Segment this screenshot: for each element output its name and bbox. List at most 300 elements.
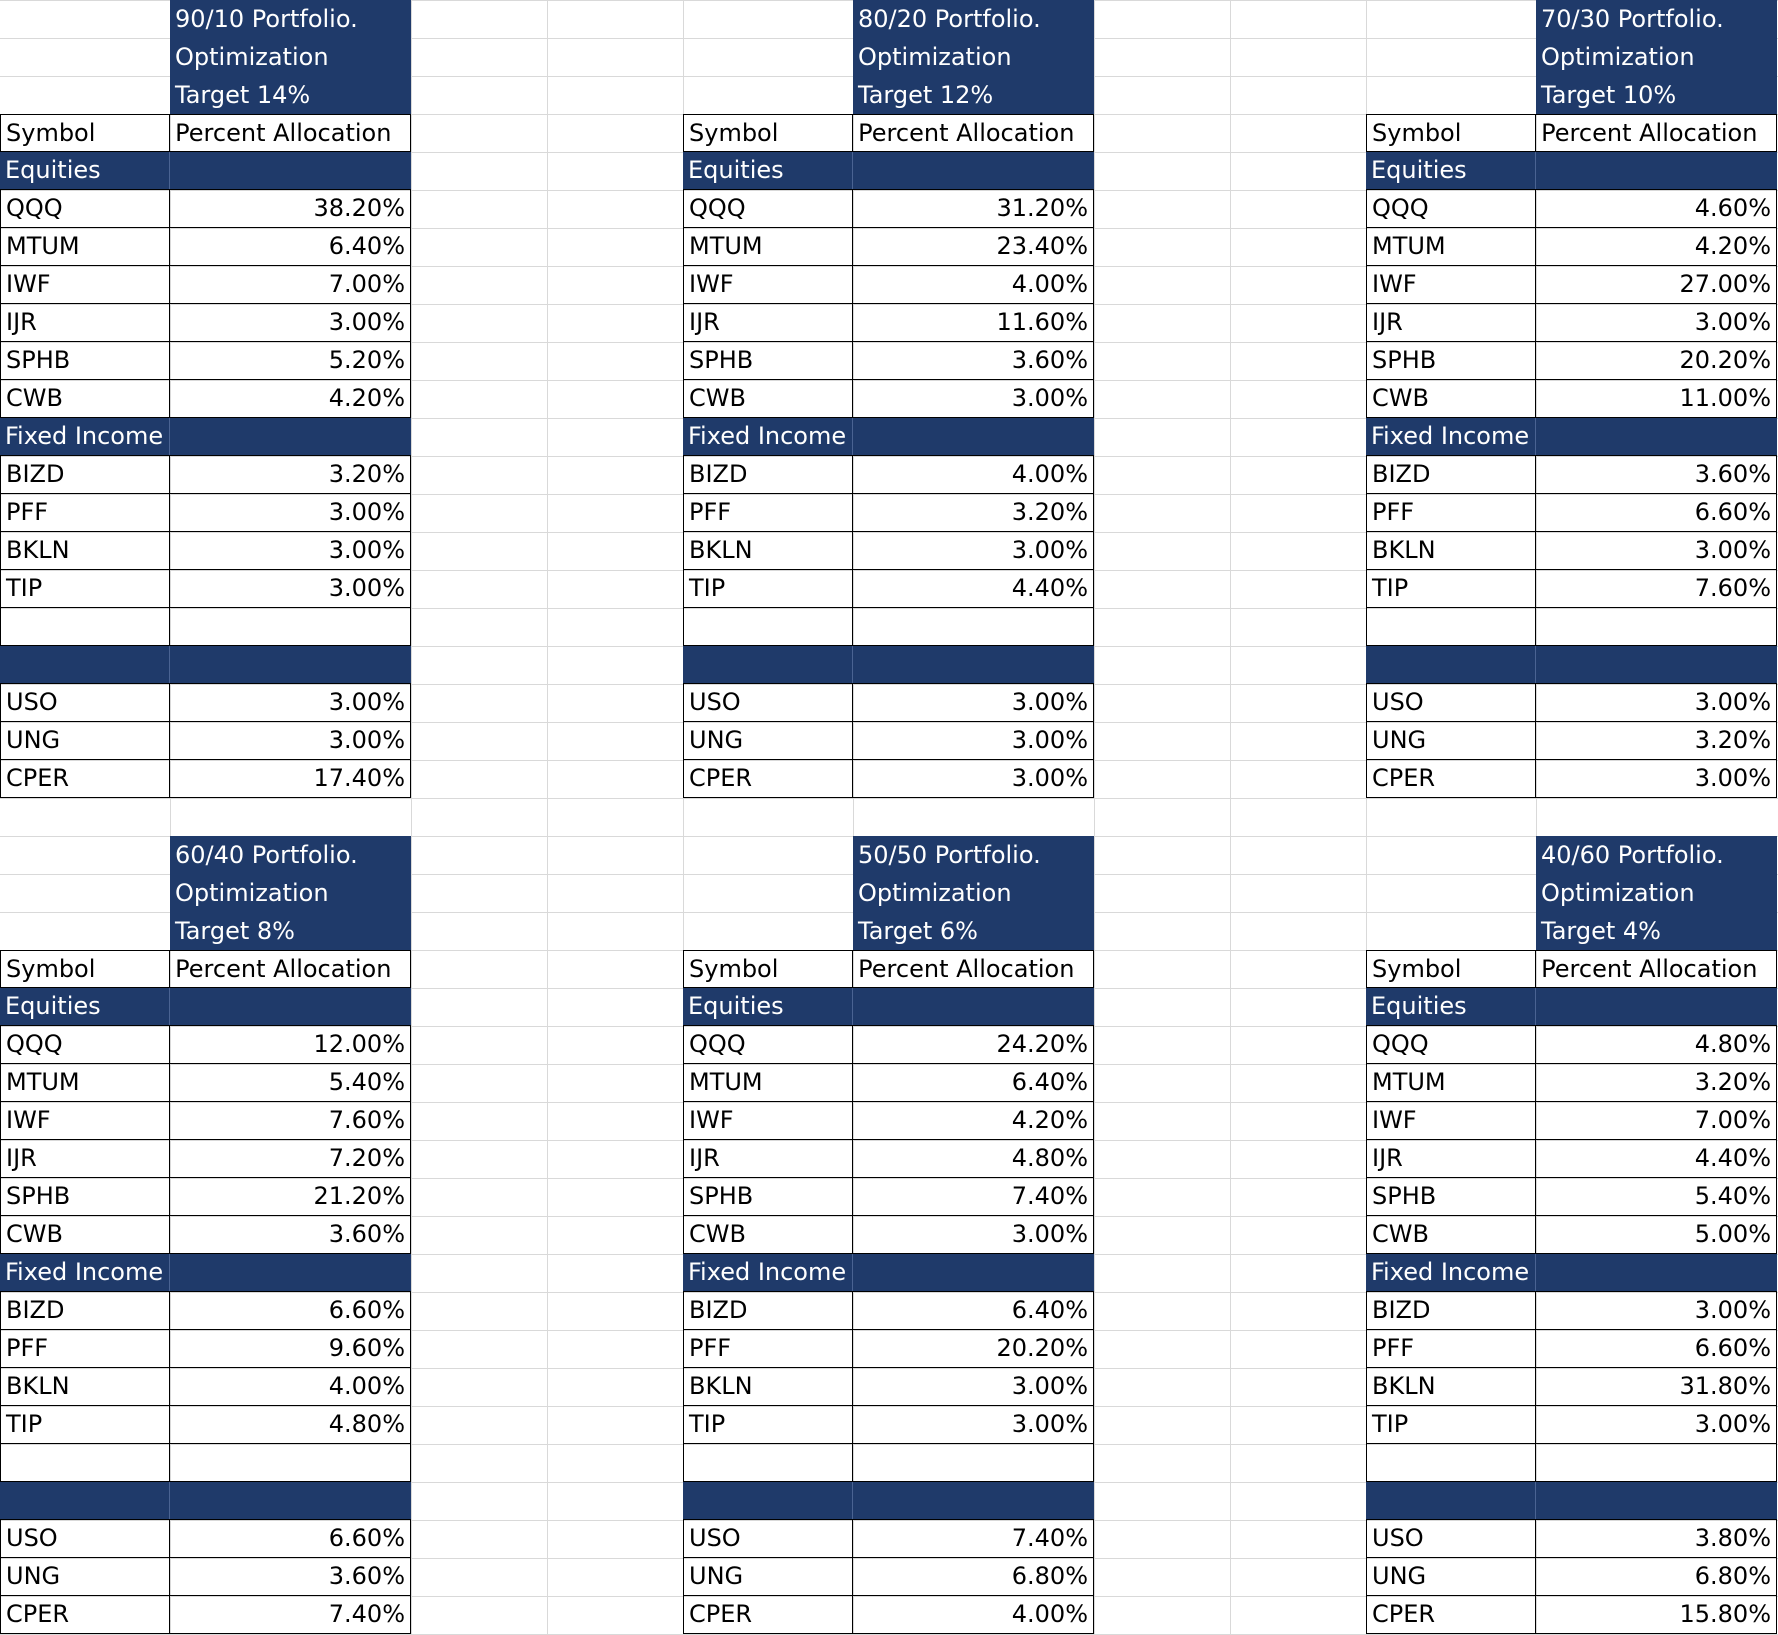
table-row — [0, 722, 411, 760]
allocation-cell[interactable]: 7.40% — [328, 1600, 405, 1628]
symbol-cell[interactable] — [683, 1482, 853, 1519]
section-header-fixed-income — [0, 418, 411, 456]
allocation-cell[interactable]: 20.20% — [996, 1334, 1088, 1362]
allocation-cell[interactable] — [853, 1444, 1093, 1481]
allocation-cell[interactable]: 20.20% — [1679, 346, 1771, 374]
symbol-cell[interactable]: TIP — [684, 1406, 853, 1443]
column-header-row — [0, 950, 411, 988]
symbol-cell[interactable]: Symbol — [684, 115, 853, 151]
symbol-cell[interactable]: BKLN — [1, 532, 170, 569]
allocation-cell[interactable]: 31.20% — [996, 194, 1088, 222]
symbol-cell[interactable] — [1366, 1482, 1536, 1519]
symbol-cell[interactable]: UNG — [684, 722, 853, 759]
symbol-cell[interactable]: BKLN — [684, 1368, 853, 1405]
allocation-cell[interactable]: 23.40% — [996, 232, 1088, 260]
empty-row — [1366, 1444, 1777, 1482]
table-row — [1366, 1178, 1777, 1216]
symbol-cell[interactable]: USO — [684, 1520, 853, 1557]
symbol-cell[interactable]: Equities — [683, 988, 853, 1025]
table-row — [0, 494, 411, 532]
symbol-cell[interactable]: MTUM — [1367, 228, 1536, 265]
portfolio-title-line: Optimization — [1541, 43, 1695, 71]
symbol-cell[interactable] — [0, 1482, 170, 1519]
symbol-cell[interactable]: IJR — [1, 304, 170, 341]
portfolio-title-line: 70/30 Portfolio. — [1541, 5, 1724, 33]
allocation-cell[interactable]: 3.00% — [1011, 384, 1088, 412]
allocation-cell[interactable]: 12.00% — [313, 1030, 405, 1058]
allocation-cell[interactable]: 3.00% — [1694, 1410, 1771, 1438]
symbol-cell[interactable]: MTUM — [1, 1064, 170, 1101]
allocation-cell[interactable] — [170, 608, 410, 645]
symbol-cell[interactable]: BKLN — [684, 532, 853, 569]
symbol-cell[interactable]: SPHB — [1, 342, 170, 379]
allocation-cell[interactable]: 24.20% — [996, 1030, 1088, 1058]
table-row — [1366, 304, 1777, 342]
allocation-cell[interactable] — [853, 1482, 1094, 1519]
allocation-cell[interactable]: 4.00% — [1011, 270, 1088, 298]
section-header-fixed-income — [1366, 418, 1777, 456]
allocation-cell[interactable] — [170, 418, 411, 455]
allocation-cell[interactable]: 4.80% — [1011, 1144, 1088, 1172]
allocation-cell[interactable]: Percent Allocation — [175, 119, 392, 147]
symbol-cell[interactable]: QQQ — [1, 190, 170, 227]
symbol-cell[interactable]: CWB — [1367, 380, 1536, 417]
symbol-cell[interactable]: PFF — [684, 494, 853, 531]
allocation-cell[interactable]: 3.00% — [328, 574, 405, 602]
allocation-cell[interactable]: 3.20% — [1694, 726, 1771, 754]
allocation-cell[interactable]: 3.00% — [1011, 688, 1088, 716]
allocation-cell[interactable] — [853, 1254, 1094, 1291]
symbol-cell[interactable]: PFF — [1367, 494, 1536, 531]
symbol-cell[interactable]: Equities — [1366, 152, 1536, 189]
portfolio-title-line: Optimization — [858, 43, 1012, 71]
symbol-cell[interactable]: TIP — [1, 1406, 170, 1443]
allocation-cell[interactable] — [853, 988, 1094, 1025]
symbol-cell[interactable]: Equities — [683, 152, 853, 189]
table-row — [0, 380, 411, 418]
symbol-cell[interactable]: BIZD — [1367, 456, 1536, 493]
table-row — [1366, 1064, 1777, 1102]
symbol-cell[interactable]: Equities — [0, 152, 170, 189]
portfolio-table — [1366, 0, 1777, 792]
symbol-cell[interactable]: IWF — [1367, 1102, 1536, 1139]
gridline-vertical — [547, 0, 548, 1635]
symbol-cell[interactable]: BIZD — [1367, 1292, 1536, 1329]
symbol-cell[interactable]: Symbol — [1367, 951, 1536, 987]
allocation-cell[interactable]: 11.60% — [996, 308, 1088, 336]
allocation-cell[interactable]: 4.00% — [328, 1372, 405, 1400]
symbol-cell[interactable]: SPHB — [1367, 1178, 1536, 1215]
allocation-cell[interactable]: 4.60% — [1694, 194, 1771, 222]
allocation-cell[interactable] — [1536, 608, 1776, 645]
allocation-cell[interactable]: 38.20% — [313, 194, 405, 222]
section-header-equities — [1366, 988, 1777, 1026]
symbol-cell[interactable]: USO — [1, 1520, 170, 1557]
table-row — [1366, 1140, 1777, 1178]
symbol-cell[interactable]: PFF — [1, 1330, 170, 1367]
allocation-cell[interactable] — [170, 1444, 410, 1481]
allocation-cell[interactable]: 6.60% — [1694, 1334, 1771, 1362]
allocation-cell[interactable]: 6.60% — [328, 1296, 405, 1324]
allocation-cell[interactable]: 3.00% — [328, 536, 405, 564]
allocation-cell[interactable]: 5.00% — [1694, 1220, 1771, 1248]
table-row — [1366, 1102, 1777, 1140]
symbol-cell[interactable]: SPHB — [684, 342, 853, 379]
table-row — [0, 570, 411, 608]
symbol-cell[interactable] — [1366, 646, 1536, 683]
table-row — [1366, 1520, 1777, 1558]
allocation-cell[interactable]: 3.80% — [1694, 1524, 1771, 1552]
symbol-cell[interactable]: CPER — [1367, 1596, 1536, 1633]
allocation-cell[interactable]: 21.20% — [313, 1182, 405, 1210]
allocation-cell[interactable] — [853, 646, 1094, 683]
symbol-cell[interactable]: SPHB — [1, 1178, 170, 1215]
table-row — [683, 1102, 1094, 1140]
allocation-cell[interactable]: 5.20% — [328, 346, 405, 374]
symbol-cell[interactable]: PFF — [684, 1330, 853, 1367]
table-row — [1366, 722, 1777, 760]
table-row — [683, 1026, 1094, 1064]
allocation-cell[interactable]: 7.60% — [1694, 574, 1771, 602]
symbol-cell[interactable]: IWF — [1, 1102, 170, 1139]
table-row — [683, 380, 1094, 418]
table-row — [1366, 266, 1777, 304]
symbol-cell[interactable]: CWB — [684, 380, 853, 417]
table-row — [1366, 494, 1777, 532]
symbol-cell[interactable]: CWB — [684, 1216, 853, 1253]
allocation-cell[interactable]: 6.60% — [328, 1524, 405, 1552]
portfolio-title-line: 90/10 Portfolio. — [175, 5, 358, 33]
allocation-cell[interactable]: 4.80% — [1694, 1030, 1771, 1058]
allocation-cell[interactable] — [853, 608, 1093, 645]
portfolio-title — [853, 0, 1094, 114]
allocation-cell[interactable] — [170, 988, 411, 1025]
table-row — [1366, 228, 1777, 266]
portfolio-title — [170, 0, 411, 114]
symbol-cell[interactable]: Symbol — [1, 951, 170, 987]
symbol-cell[interactable] — [1367, 1444, 1536, 1481]
allocation-cell[interactable]: Percent Allocation — [1541, 119, 1758, 147]
portfolio-title-line: Target 4% — [1541, 917, 1661, 945]
symbol-cell[interactable]: CPER — [684, 1596, 853, 1633]
allocation-cell[interactable] — [170, 152, 411, 189]
symbol-cell[interactable]: BKLN — [1367, 1368, 1536, 1405]
symbol-cell[interactable]: USO — [684, 684, 853, 721]
symbol-cell[interactable]: QQQ — [1367, 190, 1536, 227]
table-row — [0, 1064, 411, 1102]
symbol-cell[interactable]: Equities — [0, 988, 170, 1025]
symbol-cell[interactable]: Fixed Income — [1366, 418, 1536, 455]
allocation-cell[interactable]: 7.40% — [1011, 1524, 1088, 1552]
allocation-cell[interactable]: 3.00% — [1011, 536, 1088, 564]
symbol-cell[interactable]: QQQ — [684, 190, 853, 227]
symbol-cell[interactable]: BIZD — [684, 1292, 853, 1329]
symbol-cell[interactable]: Fixed Income — [683, 1254, 853, 1291]
table-row — [683, 570, 1094, 608]
symbol-cell[interactable]: BKLN — [1367, 532, 1536, 569]
allocation-cell[interactable]: 3.20% — [1694, 1068, 1771, 1096]
table-row — [1366, 1558, 1777, 1596]
allocation-cell[interactable]: 3.20% — [1011, 498, 1088, 526]
allocation-cell[interactable]: 3.00% — [1694, 536, 1771, 564]
portfolio-title-line: 60/40 Portfolio. — [175, 841, 358, 869]
allocation-cell[interactable]: 3.60% — [1011, 346, 1088, 374]
portfolio-title-line: 80/20 Portfolio. — [858, 5, 1041, 33]
allocation-cell[interactable]: 3.00% — [1694, 308, 1771, 336]
table-row — [683, 760, 1094, 798]
symbol-cell[interactable]: MTUM — [1, 228, 170, 265]
symbol-cell[interactable]: QQQ — [684, 1026, 853, 1063]
allocation-cell[interactable]: 4.00% — [1011, 1600, 1088, 1628]
allocation-cell[interactable]: Percent Allocation — [175, 955, 392, 983]
symbol-cell[interactable]: Equities — [1366, 988, 1536, 1025]
table-row — [1366, 190, 1777, 228]
symbol-cell[interactable]: CWB — [1, 1216, 170, 1253]
allocation-cell[interactable]: 11.00% — [1679, 384, 1771, 412]
symbol-cell[interactable]: IJR — [1367, 1140, 1536, 1177]
allocation-cell[interactable]: 3.60% — [328, 1562, 405, 1590]
allocation-cell[interactable]: 6.60% — [1694, 498, 1771, 526]
allocation-cell[interactable]: 7.00% — [328, 270, 405, 298]
allocation-cell[interactable]: 6.80% — [1694, 1562, 1771, 1590]
symbol-cell[interactable]: UNG — [1367, 722, 1536, 759]
symbol-cell[interactable] — [0, 646, 170, 683]
table-row — [683, 1330, 1094, 1368]
symbol-cell[interactable] — [1, 1444, 170, 1481]
allocation-cell[interactable]: 7.60% — [328, 1106, 405, 1134]
allocation-cell[interactable]: 3.00% — [328, 498, 405, 526]
symbol-cell[interactable] — [683, 646, 853, 683]
allocation-cell[interactable]: 3.00% — [1011, 764, 1088, 792]
symbol-cell[interactable]: UNG — [1, 722, 170, 759]
symbol-cell[interactable]: QQQ — [1367, 1026, 1536, 1063]
table-row — [683, 228, 1094, 266]
symbol-cell[interactable]: MTUM — [684, 1064, 853, 1101]
allocation-cell[interactable]: 5.40% — [1694, 1182, 1771, 1210]
symbol-cell[interactable]: BIZD — [1, 456, 170, 493]
allocation-cell[interactable]: 4.20% — [328, 384, 405, 412]
allocation-cell[interactable]: 6.40% — [328, 232, 405, 260]
table-row — [683, 684, 1094, 722]
allocation-cell[interactable]: 3.00% — [328, 726, 405, 754]
portfolio-title — [1536, 836, 1777, 950]
symbol-cell[interactable] — [684, 608, 853, 645]
allocation-cell[interactable] — [1536, 1482, 1777, 1519]
table-row — [683, 266, 1094, 304]
symbol-cell[interactable]: Fixed Income — [1366, 1254, 1536, 1291]
portfolio-title-line: Target 12% — [858, 81, 994, 109]
symbol-cell[interactable]: CPER — [1367, 760, 1536, 797]
table-row — [1366, 456, 1777, 494]
portfolio-title — [170, 836, 411, 950]
table-row — [683, 1216, 1094, 1254]
portfolio-title-line: Target 6% — [858, 917, 978, 945]
portfolio-title-line: Target 8% — [175, 917, 295, 945]
allocation-cell[interactable]: 9.60% — [328, 1334, 405, 1362]
empty-row — [0, 1444, 411, 1482]
table-row — [683, 1292, 1094, 1330]
allocation-cell[interactable]: 4.40% — [1011, 574, 1088, 602]
portfolio-table — [683, 0, 1094, 792]
allocation-cell[interactable]: 7.40% — [1011, 1182, 1088, 1210]
symbol-cell[interactable] — [1, 608, 170, 645]
table-row — [1366, 380, 1777, 418]
empty-row — [1366, 608, 1777, 646]
symbol-cell[interactable]: SPHB — [684, 1178, 853, 1215]
portfolio-title-line: Target 14% — [175, 81, 311, 109]
allocation-cell[interactable] — [170, 1254, 411, 1291]
allocation-cell[interactable] — [170, 1482, 411, 1519]
symbol-cell[interactable]: PFF — [1367, 1330, 1536, 1367]
symbol-cell[interactable]: IJR — [1, 1140, 170, 1177]
table-row — [1366, 1368, 1777, 1406]
allocation-cell[interactable]: 3.20% — [328, 460, 405, 488]
table-row — [0, 684, 411, 722]
section-header-equities — [683, 988, 1094, 1026]
table-row — [0, 1178, 411, 1216]
allocation-cell[interactable]: 27.00% — [1679, 270, 1771, 298]
allocation-cell[interactable] — [1536, 1444, 1776, 1481]
symbol-cell[interactable]: SPHB — [1367, 342, 1536, 379]
table-row — [683, 1520, 1094, 1558]
allocation-cell[interactable]: 3.60% — [1694, 460, 1771, 488]
allocation-cell[interactable] — [170, 646, 411, 683]
allocation-cell[interactable]: 17.40% — [313, 764, 405, 792]
allocation-cell[interactable] — [1536, 418, 1777, 455]
symbol-cell[interactable]: BKLN — [1, 1368, 170, 1405]
symbol-cell[interactable]: QQQ — [1, 1026, 170, 1063]
portfolio-title-line: Target 10% — [1541, 81, 1677, 109]
allocation-cell[interactable]: 3.00% — [1694, 688, 1771, 716]
symbol-cell[interactable]: PFF — [1, 494, 170, 531]
table-row — [1366, 1406, 1777, 1444]
table-row — [683, 494, 1094, 532]
symbol-cell[interactable]: IJR — [684, 1140, 853, 1177]
allocation-cell[interactable]: 3.00% — [1011, 726, 1088, 754]
section-header-commodities — [0, 1482, 411, 1520]
symbol-cell[interactable]: TIP — [1367, 1406, 1536, 1443]
allocation-cell[interactable]: 7.00% — [1694, 1106, 1771, 1134]
allocation-cell[interactable] — [853, 418, 1094, 455]
column-header-row — [1366, 950, 1777, 988]
symbol-cell[interactable]: Symbol — [684, 951, 853, 987]
symbol-cell[interactable]: CWB — [1367, 1216, 1536, 1253]
symbol-cell[interactable]: CWB — [1, 380, 170, 417]
portfolio-table — [1366, 836, 1777, 1628]
table-row — [0, 1558, 411, 1596]
symbol-cell[interactable]: USO — [1367, 1520, 1536, 1557]
symbol-cell[interactable]: CPER — [1, 1596, 170, 1633]
symbol-cell[interactable]: IWF — [1367, 266, 1536, 303]
table-row — [1366, 342, 1777, 380]
allocation-cell[interactable]: 3.00% — [1011, 1372, 1088, 1400]
symbol-cell[interactable]: USO — [1367, 684, 1536, 721]
symbol-cell[interactable]: IWF — [1, 266, 170, 303]
symbol-cell[interactable]: MTUM — [684, 228, 853, 265]
portfolio-title-line: 50/50 Portfolio. — [858, 841, 1041, 869]
symbol-cell[interactable]: TIP — [1367, 570, 1536, 607]
symbol-cell[interactable]: TIP — [1, 570, 170, 607]
section-header-equities — [1366, 152, 1777, 190]
symbol-cell[interactable]: MTUM — [1367, 1064, 1536, 1101]
allocation-cell[interactable]: 5.40% — [328, 1068, 405, 1096]
allocation-cell[interactable]: 3.00% — [328, 308, 405, 336]
table-row — [0, 1140, 411, 1178]
allocation-cell[interactable]: 4.20% — [1011, 1106, 1088, 1134]
allocation-cell[interactable]: 3.00% — [1694, 1296, 1771, 1324]
symbol-cell[interactable]: Fixed Income — [0, 418, 170, 455]
empty-row — [0, 608, 411, 646]
allocation-cell[interactable]: 3.00% — [1011, 1220, 1088, 1248]
symbol-cell[interactable]: CPER — [1, 760, 170, 797]
allocation-cell[interactable]: 6.80% — [1011, 1562, 1088, 1590]
allocation-cell[interactable]: 6.40% — [1011, 1296, 1088, 1324]
allocation-cell[interactable]: 7.20% — [328, 1144, 405, 1172]
symbol-cell[interactable]: Fixed Income — [0, 1254, 170, 1291]
table-row — [0, 1026, 411, 1064]
symbol-cell[interactable]: Symbol — [1, 115, 170, 151]
table-row — [0, 1102, 411, 1140]
allocation-cell[interactable] — [853, 152, 1094, 189]
symbol-cell[interactable]: UNG — [1367, 1558, 1536, 1595]
allocation-cell[interactable]: 15.80% — [1679, 1600, 1771, 1628]
symbol-cell[interactable]: IWF — [684, 1102, 853, 1139]
table-row — [683, 532, 1094, 570]
allocation-cell[interactable]: 31.80% — [1679, 1372, 1771, 1400]
symbol-cell[interactable]: IJR — [1367, 304, 1536, 341]
allocation-cell[interactable]: 4.80% — [328, 1410, 405, 1438]
table-row — [683, 1140, 1094, 1178]
symbol-cell[interactable]: UNG — [1, 1558, 170, 1595]
allocation-cell[interactable]: 6.40% — [1011, 1068, 1088, 1096]
table-row — [0, 1368, 411, 1406]
column-header-row — [1366, 114, 1777, 152]
symbol-cell[interactable]: CPER — [684, 760, 853, 797]
symbol-cell[interactable] — [684, 1444, 853, 1481]
section-header-commodities — [0, 646, 411, 684]
symbol-cell[interactable] — [1367, 608, 1536, 645]
symbol-cell[interactable]: IWF — [684, 266, 853, 303]
table-row — [0, 1520, 411, 1558]
allocation-cell[interactable]: 4.40% — [1694, 1144, 1771, 1172]
allocation-cell[interactable]: 3.60% — [328, 1220, 405, 1248]
symbol-cell[interactable]: Symbol — [1367, 115, 1536, 151]
allocation-cell[interactable]: 3.00% — [1694, 764, 1771, 792]
allocation-cell[interactable] — [1536, 646, 1777, 683]
symbol-cell[interactable]: IJR — [684, 304, 853, 341]
allocation-cell[interactable] — [1536, 988, 1777, 1025]
symbol-cell[interactable]: BIZD — [1, 1292, 170, 1329]
allocation-cell[interactable]: 4.20% — [1694, 232, 1771, 260]
symbol-cell[interactable]: BIZD — [684, 456, 853, 493]
symbol-cell[interactable]: TIP — [684, 570, 853, 607]
allocation-cell[interactable]: Percent Allocation — [1541, 955, 1758, 983]
allocation-cell[interactable]: Percent Allocation — [858, 119, 1075, 147]
allocation-cell[interactable]: Percent Allocation — [858, 955, 1075, 983]
symbol-cell[interactable]: Fixed Income — [683, 418, 853, 455]
section-header-fixed-income — [1366, 1254, 1777, 1292]
allocation-cell[interactable] — [1536, 152, 1777, 189]
section-header-fixed-income — [683, 1254, 1094, 1292]
section-header-fixed-income — [683, 418, 1094, 456]
symbol-cell[interactable]: UNG — [684, 1558, 853, 1595]
allocation-cell[interactable]: 4.00% — [1011, 460, 1088, 488]
symbol-cell[interactable]: USO — [1, 684, 170, 721]
allocation-cell[interactable]: 3.00% — [328, 688, 405, 716]
column-header-row — [683, 114, 1094, 152]
allocation-cell[interactable] — [1536, 1254, 1777, 1291]
allocation-cell[interactable]: 3.00% — [1011, 1410, 1088, 1438]
